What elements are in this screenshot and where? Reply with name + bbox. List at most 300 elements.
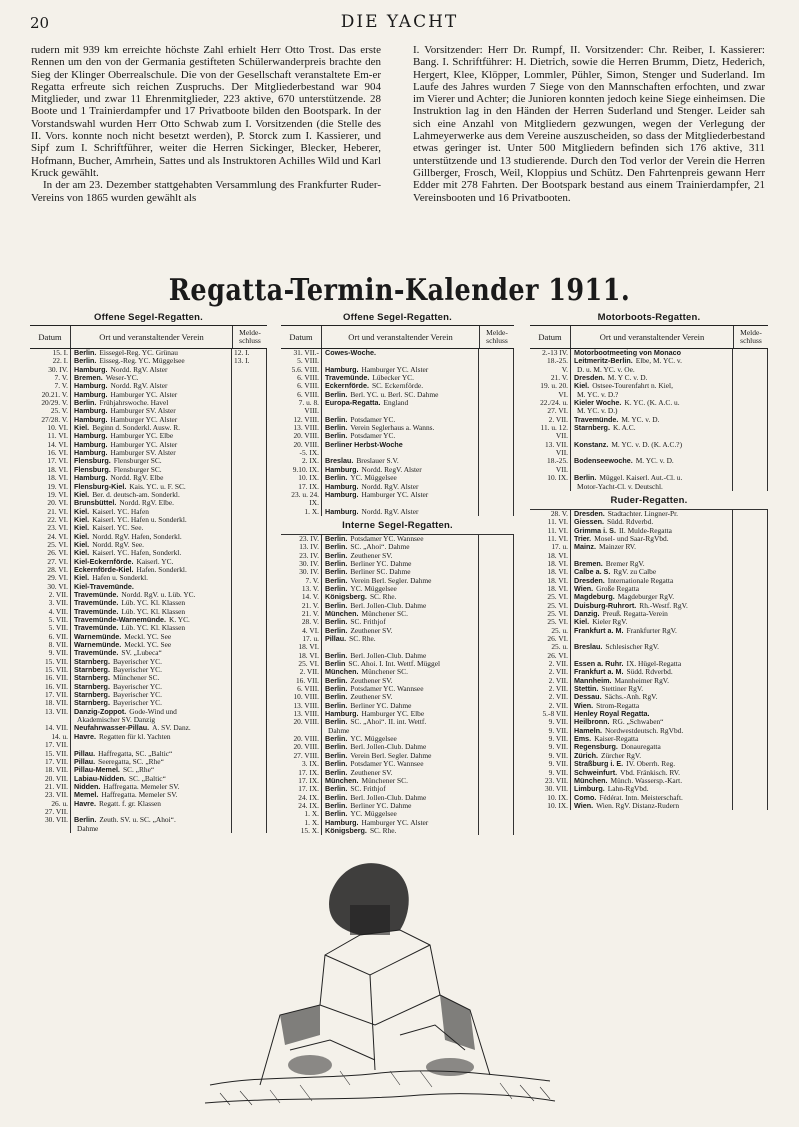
row-date: VII. [530, 449, 571, 457]
table-header [281, 325, 514, 349]
row-date: 10. IX. [530, 474, 571, 482]
table-row [281, 449, 513, 457]
table-row [281, 760, 513, 768]
row-date: 16. VII. [30, 683, 71, 691]
row-deadline [478, 432, 513, 440]
row-deadline [478, 652, 513, 660]
row-organizer: Kaiserl. YC. [136, 557, 174, 566]
row-place: Cowes-Woche. [325, 349, 376, 357]
table-row [530, 585, 767, 593]
table-row [281, 560, 513, 568]
calendar-column-open-and-internal-sailing [281, 312, 514, 835]
row-date: 10. VI. [30, 424, 71, 432]
row-organizer: Hamburger YC. Elbe [361, 710, 425, 719]
row-organizer: Berliner YC. Dahme [350, 559, 412, 568]
row-organizer: Nordd. RgV. See. [92, 540, 144, 549]
row-deadline [231, 791, 266, 799]
section-title: Offene Segel-Regatten. [94, 312, 203, 323]
row-deadline [732, 568, 767, 576]
row-deadline [231, 391, 266, 399]
row-date: 3. VII. [30, 599, 71, 607]
row-date [30, 825, 71, 833]
row-deadline [732, 527, 767, 535]
row-deadline [231, 466, 266, 474]
row-organizer: Sächs.-Anh. RgV. [604, 693, 658, 702]
row-date: 18. VI. [530, 568, 571, 576]
row-place: Calbe a. S. [574, 568, 611, 577]
table-row [281, 652, 513, 660]
row-date: 20/29. V. [30, 399, 71, 407]
row-organizer: Nordd. RgV. Elbe [110, 474, 164, 483]
table-row [281, 424, 513, 432]
row-date: 26. u. [30, 800, 71, 808]
table-row [30, 382, 266, 390]
row-deadline [478, 535, 513, 543]
section-title: Offene Segel-Regatten. [343, 312, 452, 323]
section-title: Ruder-Regatten. [530, 491, 768, 510]
table-row [30, 558, 266, 566]
table-row [281, 777, 513, 785]
row-organizer: M. YC. v. D. [635, 457, 674, 466]
table-row [30, 641, 266, 649]
row-deadline [478, 349, 513, 357]
table-row [530, 366, 767, 374]
row-deadline [732, 552, 767, 560]
row-date: 18. VII. [30, 766, 71, 774]
row-deadline [478, 777, 513, 785]
row-place: Neufahrwasser-Pillau. [74, 724, 150, 733]
intro-paragraph: rudern mit 939 km erreichte höchste Zahl erhielt Herr Otto Trost. Das erste Rennen um den von der Germania gestifteten Schülerwanderpreis brachte den Sieg der Klinger Oberrealschule. Die von der Gesellschaft veranstaltete Em-er Regatta erfreute sich reichen Zuspruchs. Der Mitgliederbestand war 904 Mitglieder, und zwar 11 Ehrenmitglieder, 223 aktive, 670 unterstützende. 28 Boote und 1 Trainierdampfer und 17 Privatboote bilden den Bootspark. In der Vorstandswahl wurden Herr Otto Schwab zum I. Vorsitzenden (die Stelle des II. Vors. konnte noch nicht besetzt werden), P. Storck zum I. Kassierer, und Sipf zum I. Schriftführer, weiter die Herren Sickinger, Blecker, Heberer, Hofmann, Bucher, Amrhein, Sattes und als Instruktoren Achilles Wild und Karl Kruck gewählt. [31, 44, 381, 179]
row-deadline [231, 399, 266, 407]
intro-right-column [413, 44, 765, 204]
row-deadline [732, 474, 767, 482]
row-date: 17. u. [530, 543, 571, 551]
row-deadline [478, 374, 513, 382]
row-place: Travemünde. [74, 599, 119, 608]
row-organizer [325, 499, 478, 507]
row-organizer [325, 357, 478, 365]
row-place: Kieler Woche. [574, 399, 622, 408]
table-row [281, 535, 513, 543]
table-row [530, 474, 767, 482]
row-place: Königsberg. [325, 826, 367, 835]
row-date: 9. VII. [530, 752, 571, 760]
row-date: 19. VI. [30, 483, 71, 491]
row-deadline [732, 593, 767, 601]
row-organizer: M. YC. v. D.) [577, 407, 618, 416]
table-row [281, 743, 513, 751]
row-organizer: RgV. zu Calbe [613, 568, 657, 577]
row-organizer: Haffregatta. Memeler SV. [103, 782, 180, 791]
row-deadline [732, 618, 767, 626]
row-place: Bremen. [574, 559, 603, 568]
row-date: 15. X. [281, 827, 322, 835]
row-deadline [478, 618, 513, 626]
row-place: Dresden. [574, 509, 605, 518]
row-place: Berlin. [74, 357, 97, 366]
row-place: Hamburg. [74, 382, 108, 391]
row-deadline [231, 558, 266, 566]
table-row [30, 825, 266, 833]
row-place: Breslau. [325, 457, 354, 466]
table-row [530, 374, 767, 382]
row-organizer: SC. „Ahoi“. Dahme [350, 543, 410, 552]
row-place: Starnberg. [74, 682, 110, 691]
row-deadline [732, 635, 767, 643]
row-organizer: Berl. Jollen-Club. Dahme [350, 601, 427, 610]
row-deadline [231, 599, 266, 607]
row-deadline [732, 432, 767, 440]
row-date: 25. VI. [530, 602, 571, 610]
row-date: 10. IX. [530, 802, 571, 810]
table-row [530, 593, 767, 601]
boat-engine-illustration [200, 835, 560, 1120]
row-place: Berlin. [325, 626, 348, 635]
row-date: 11. u. 12. [530, 424, 571, 432]
row-place: Magdeburg. [574, 593, 615, 602]
row-place: Ems. [574, 735, 592, 744]
row-place: Berlin. [325, 751, 348, 760]
table-row [281, 635, 513, 643]
row-place: München. [325, 609, 359, 618]
table-row [530, 627, 767, 635]
row-organizer: Nordd. RgV. Alster [361, 482, 419, 491]
row-place: Flensburg. [74, 457, 111, 466]
row-date: 9. VII. [530, 735, 571, 743]
row-date: 20. VIII. [281, 743, 322, 751]
row-organizer: Münchener SC. [361, 668, 408, 677]
row-organizer [325, 643, 478, 651]
table-body [281, 535, 514, 835]
row-organizer: Lübecker YC. [372, 374, 414, 383]
table-row [30, 674, 266, 682]
table-row [30, 633, 266, 641]
row-date: 25. V. [30, 407, 71, 415]
row-place: Kiel. [74, 490, 90, 499]
row-place: Berlin. [74, 816, 97, 825]
row-date: 22./24. u. [530, 399, 571, 407]
row-deadline [478, 543, 513, 551]
row-deadline [732, 510, 767, 518]
table-row [530, 710, 767, 718]
table-row [281, 819, 513, 827]
header-organizer: Ort und veranstaltender Verein [99, 332, 204, 342]
row-date: 2. VII. [530, 416, 571, 424]
table-row [30, 724, 266, 732]
header-deadline: Melde-schluss [479, 326, 514, 348]
row-place: Starnberg. [74, 699, 110, 708]
row-place: Straßburg i. E. [574, 760, 624, 769]
row-deadline [231, 516, 266, 524]
table-row [30, 741, 266, 749]
row-place: Berlin. [325, 551, 348, 560]
header-organizer: Ort und veranstaltender Verein [348, 332, 453, 342]
table-row [30, 716, 266, 724]
row-date: 5.6. VIII. [281, 366, 322, 374]
row-deadline [732, 441, 767, 449]
row-organizer: Berl. Jollen-Club. Dahme [350, 743, 427, 752]
row-date: 16. VII. [30, 674, 71, 682]
table-row [30, 474, 266, 482]
row-date: 11. VI. [30, 432, 71, 440]
row-deadline [478, 399, 513, 407]
row-date: 25. VI. [30, 541, 71, 549]
row-deadline [231, 633, 266, 641]
table-row [530, 552, 767, 560]
row-date: 23. VI. [30, 524, 71, 532]
row-date: 6. VII. [30, 633, 71, 641]
row-organizer [134, 583, 231, 591]
row-deadline [478, 685, 513, 693]
row-deadline [231, 549, 266, 557]
row-deadline [478, 407, 513, 415]
row-date: 23. IV. [281, 552, 322, 560]
row-date: 17. u. [281, 635, 322, 643]
row-organizer: M. Y C. v. D. [607, 374, 648, 383]
row-place: Hamburg. [325, 482, 359, 491]
row-deadline [732, 760, 767, 768]
header-date: Datum [30, 326, 71, 348]
table-row [530, 743, 767, 751]
row-date: 11. VI. [530, 535, 571, 543]
table-row [281, 769, 513, 777]
row-deadline [231, 708, 266, 716]
table-row [281, 543, 513, 551]
row-date: 26. VI. [530, 652, 571, 660]
row-place: Schweinfurt. [574, 768, 618, 777]
row-date: 27/28. V. [30, 416, 71, 424]
row-date [30, 716, 71, 724]
table-row [30, 424, 266, 432]
row-organizer [74, 808, 231, 816]
row-deadline [231, 733, 266, 741]
row-date: 18. VI. [530, 585, 571, 593]
row-date: 22. I. [30, 357, 71, 365]
row-place: Berlin. [325, 618, 348, 627]
row-deadline [231, 674, 266, 682]
row-place: Warnemünde. [74, 632, 122, 641]
table-row [30, 483, 266, 491]
row-organizer: Bayerischer YC. [112, 657, 162, 666]
table-row [281, 618, 513, 626]
row-date: 26. VI. [30, 549, 71, 557]
row-organizer: SC. Eckernförde. [371, 382, 424, 391]
row-place: Hamburg. [74, 449, 108, 458]
row-place: Stettin. [574, 685, 599, 694]
row-date: 28. VI. [30, 566, 71, 574]
table-row [530, 652, 767, 660]
row-place: Starnberg. [74, 674, 110, 683]
row-organizer: Bayerischer YC. [112, 699, 162, 708]
row-deadline [478, 508, 513, 516]
row-place: Berlin. [325, 785, 348, 794]
row-place: Hamburg. [325, 490, 359, 499]
row-date: 10. IX. [281, 474, 322, 482]
row-deadline [478, 560, 513, 568]
row-deadline [732, 735, 767, 743]
row-organizer: Eisseg.-Reg. YC. Müggelsee [99, 357, 185, 366]
row-organizer: SC. Rhe. [369, 826, 397, 835]
row-deadline [231, 449, 266, 457]
row-organizer: Lüb. YC. Kl. Klassen [121, 624, 186, 633]
row-date: VII. [530, 466, 571, 474]
row-organizer: SV. „Lubeca“ [121, 649, 162, 658]
row-organizer [574, 635, 732, 643]
row-place: Berlin. [325, 568, 348, 577]
row-date: 15. VII. [30, 666, 71, 674]
table-row [30, 808, 266, 816]
row-deadline [478, 677, 513, 685]
row-date: 18. VI. [30, 474, 71, 482]
table-row [281, 391, 513, 399]
table-row [30, 357, 266, 365]
table-row [530, 794, 767, 802]
table-row [281, 483, 513, 491]
row-deadline [478, 794, 513, 802]
row-deadline [732, 407, 767, 415]
row-organizer: Münchener SC. [361, 609, 408, 618]
row-place: Kiel. [74, 507, 90, 516]
row-place: Bremen. [74, 374, 103, 383]
row-place: Hamburg. [325, 507, 359, 516]
row-date: 23. VII. [30, 791, 71, 799]
row-organizer: Akademischer SV. Danzig [77, 716, 156, 725]
row-date: 15. VII. [30, 658, 71, 666]
row-organizer: Hamburger YC. Elbe [110, 432, 174, 441]
row-place: Hamburg. [325, 465, 359, 474]
row-date: 14. u. [30, 733, 71, 741]
row-organizer: Potsdamer YC. Wannsee [350, 760, 424, 769]
row-date: 17. IX. [281, 785, 322, 793]
row-place: Berlin. [325, 534, 348, 543]
row-deadline [478, 760, 513, 768]
row-date: 20. VIII. [281, 735, 322, 743]
row-date: 25. VI. [530, 593, 571, 601]
table-row [530, 693, 767, 701]
row-date: 9. VII. [530, 769, 571, 777]
row-organizer: Potsdamer YC. Wannsee [350, 685, 424, 694]
table-row [530, 802, 767, 810]
table-row [30, 508, 266, 516]
row-organizer: SC. Ahoi. I. Int. Wettf. Müggel [348, 660, 441, 669]
page-number: 20 [30, 14, 50, 32]
row-place: Berlin. [325, 543, 348, 552]
row-organizer: Müggel. Kaiserl. Aut.-Cl. u. [599, 474, 683, 483]
row-date: 18. VI. [530, 577, 571, 585]
table-row [281, 399, 513, 407]
table-row [530, 466, 767, 474]
row-organizer: Nordd. RgV. Elbe. [119, 499, 175, 508]
row-place: Danzig. [574, 609, 600, 618]
table-row [530, 677, 767, 685]
table-row [281, 577, 513, 585]
row-organizer [574, 432, 732, 440]
row-date: 30. VII. [530, 785, 571, 793]
row-organizer [574, 552, 732, 560]
row-date: 5.-8 VII. [530, 710, 571, 718]
row-organizer: Zeuthener SV. [350, 693, 393, 702]
table-row [530, 449, 767, 457]
row-date: 17. IX. [281, 483, 322, 491]
table-row [30, 566, 266, 574]
row-date: 11. VI. [530, 527, 571, 535]
row-place: Pillau. [74, 749, 96, 758]
row-date: 30. IV. [30, 366, 71, 374]
row-place: Hamburg. [74, 432, 108, 441]
row-place: Berlin. [325, 432, 348, 441]
row-deadline [231, 591, 266, 599]
row-organizer: Schlesischer RgV. [605, 643, 660, 652]
row-date: 17. VI. [30, 457, 71, 465]
row-place: Berlin. [325, 676, 348, 685]
row-date: 17. VII. [30, 741, 71, 749]
row-deadline [732, 349, 767, 357]
table-header [30, 325, 267, 349]
row-date: 18. VI. [281, 652, 322, 660]
table-row [281, 585, 513, 593]
row-organizer: Verein Berl. Segler. Dahme [350, 576, 432, 585]
table-row [530, 685, 767, 693]
row-date: 23. IV. [281, 535, 322, 543]
row-date: 6. VIII. [281, 685, 322, 693]
table-row [30, 441, 266, 449]
row-deadline [231, 683, 266, 691]
row-place: Berlin. [74, 399, 97, 408]
table-row [281, 491, 513, 499]
row-deadline [732, 399, 767, 407]
row-date: 12. VIII. [281, 416, 322, 424]
row-organizer: Kaiserl. YC. Hafen [92, 507, 149, 516]
row-organizer: Rh.-Westf. RgV. [639, 601, 688, 610]
row-date: 17. IX. [281, 777, 322, 785]
table-row [530, 432, 767, 440]
row-deadline [478, 819, 513, 827]
row-organizer: Hafen. Sonderkl. [136, 565, 187, 574]
row-date: 25. u. [530, 627, 571, 635]
row-place: Nidden. [74, 782, 101, 791]
table-row [530, 416, 767, 424]
row-deadline [732, 794, 767, 802]
row-place: Grimma i. S. [574, 526, 616, 535]
row-deadline [478, 635, 513, 643]
row-place: Travemünde. [74, 624, 119, 633]
table-row [530, 560, 767, 568]
row-place: Kiel. [74, 549, 90, 558]
table-row [530, 777, 767, 785]
row-deadline [231, 716, 266, 724]
row-organizer: Meckl. YC. See [124, 632, 172, 641]
row-date: 6. VIII. [281, 382, 322, 390]
row-place: Berlin. [325, 559, 348, 568]
table-row [281, 407, 513, 415]
row-organizer: Breslauer S.V. [356, 457, 399, 466]
row-date: 5. VII. [30, 616, 71, 624]
row-deadline [732, 449, 767, 457]
header-deadline: Melde-schluss [733, 326, 768, 348]
row-organizer: Bremer RgV. [605, 559, 645, 568]
row-organizer: D. u. M. YC. v. Oe. [577, 365, 635, 374]
row-deadline [732, 718, 767, 726]
row-organizer: Mosel- und Saar-RgVbd. [594, 534, 669, 543]
row-date: 9.10. IX. [281, 466, 322, 474]
row-organizer: Berl. YC. u. Berl. SC. Dahme [350, 390, 439, 399]
row-organizer [325, 407, 478, 415]
table-row [530, 718, 767, 726]
row-organizer: Kais. YC. u. F. SC. [129, 482, 186, 491]
table-row [530, 752, 767, 760]
row-organizer: Magdeburger RgV. [617, 593, 675, 602]
table-row [30, 775, 266, 783]
